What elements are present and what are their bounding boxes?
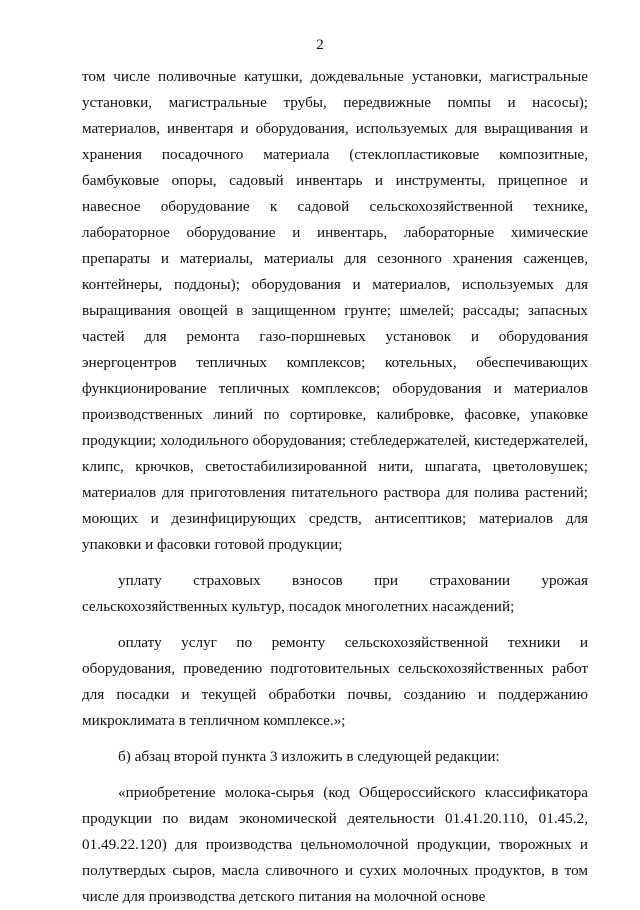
paragraph-repair-services: оплату услуг по ремонту сельскохозяйственной техники и оборудования, проведению подготовительных сельскохозяйственных работ для посадки и текущей обработки почвы, созданию и поддержанию микроклимата в тепличном комплексе.»; [82, 634, 588, 729]
paragraph-insurance: уплату страховых взносов при страховании урожая сельскохозяйственных культур, посадок многолетних насаждений; [82, 572, 588, 615]
paragraph-equipment-list: том числе поливочные катушки, дождевальные установки, магистральные установки, магистральные трубы, передвижные помпы и насосы); материалов, инвентаря и оборудования, используемых для выращивания и хранения посадочного материала (стеклопластиковые композитные, бамбуковые опоры, садовый инвентарь и инструменты, прицепное и навесное оборудование к садовой сельскохозяйственной технике, лабораторное оборудование и инвентарь, лабораторные химические препараты и материалы, материалы для сезонного хранения саженцев, контейнеры, поддоны); оборудования и материалов, используемых для выращивания овощей в защищенном грунте; шмелей; рассады; запасных частей для ремонта газо-поршневых установок и оборудования энергоцентров тепличных комплексов; котельных, обеспечивающих функционирование тепличных комплексов; оборудования и материалов производственных линий по сортировке, калибровке, фасовке, упаковке продукции; холодильного оборудования; стебледержателей, кистедержателей, клипс, крючков, светостабилизированной нити, шпагата, цветоловушек; материалов для приготовления питательного раствора для полива растений; моющих и дезинфицирующих средств, антисептиков; материалов для упаковки и фасовки готовой продукции; [82, 68, 588, 553]
paragraph-amendment-heading: б) абзац второй пункта 3 изложить в следующей редакции: [118, 748, 500, 765]
page-number: 2 [316, 37, 324, 53]
document-body [82, 64, 588, 910]
paragraph-milk-purchase: «приобретение молока-сырья (код Общероссийского классификатора продукции по видам экономической деятельности 01.41.20.110, 01.45.2, 01.49.22.120) для производства цельномолочной продукции, творожных и полутвердых сыров, масла сливочного и сухих молочных продуктов, в том числе для производства детского питания на молочной основе [82, 784, 588, 905]
